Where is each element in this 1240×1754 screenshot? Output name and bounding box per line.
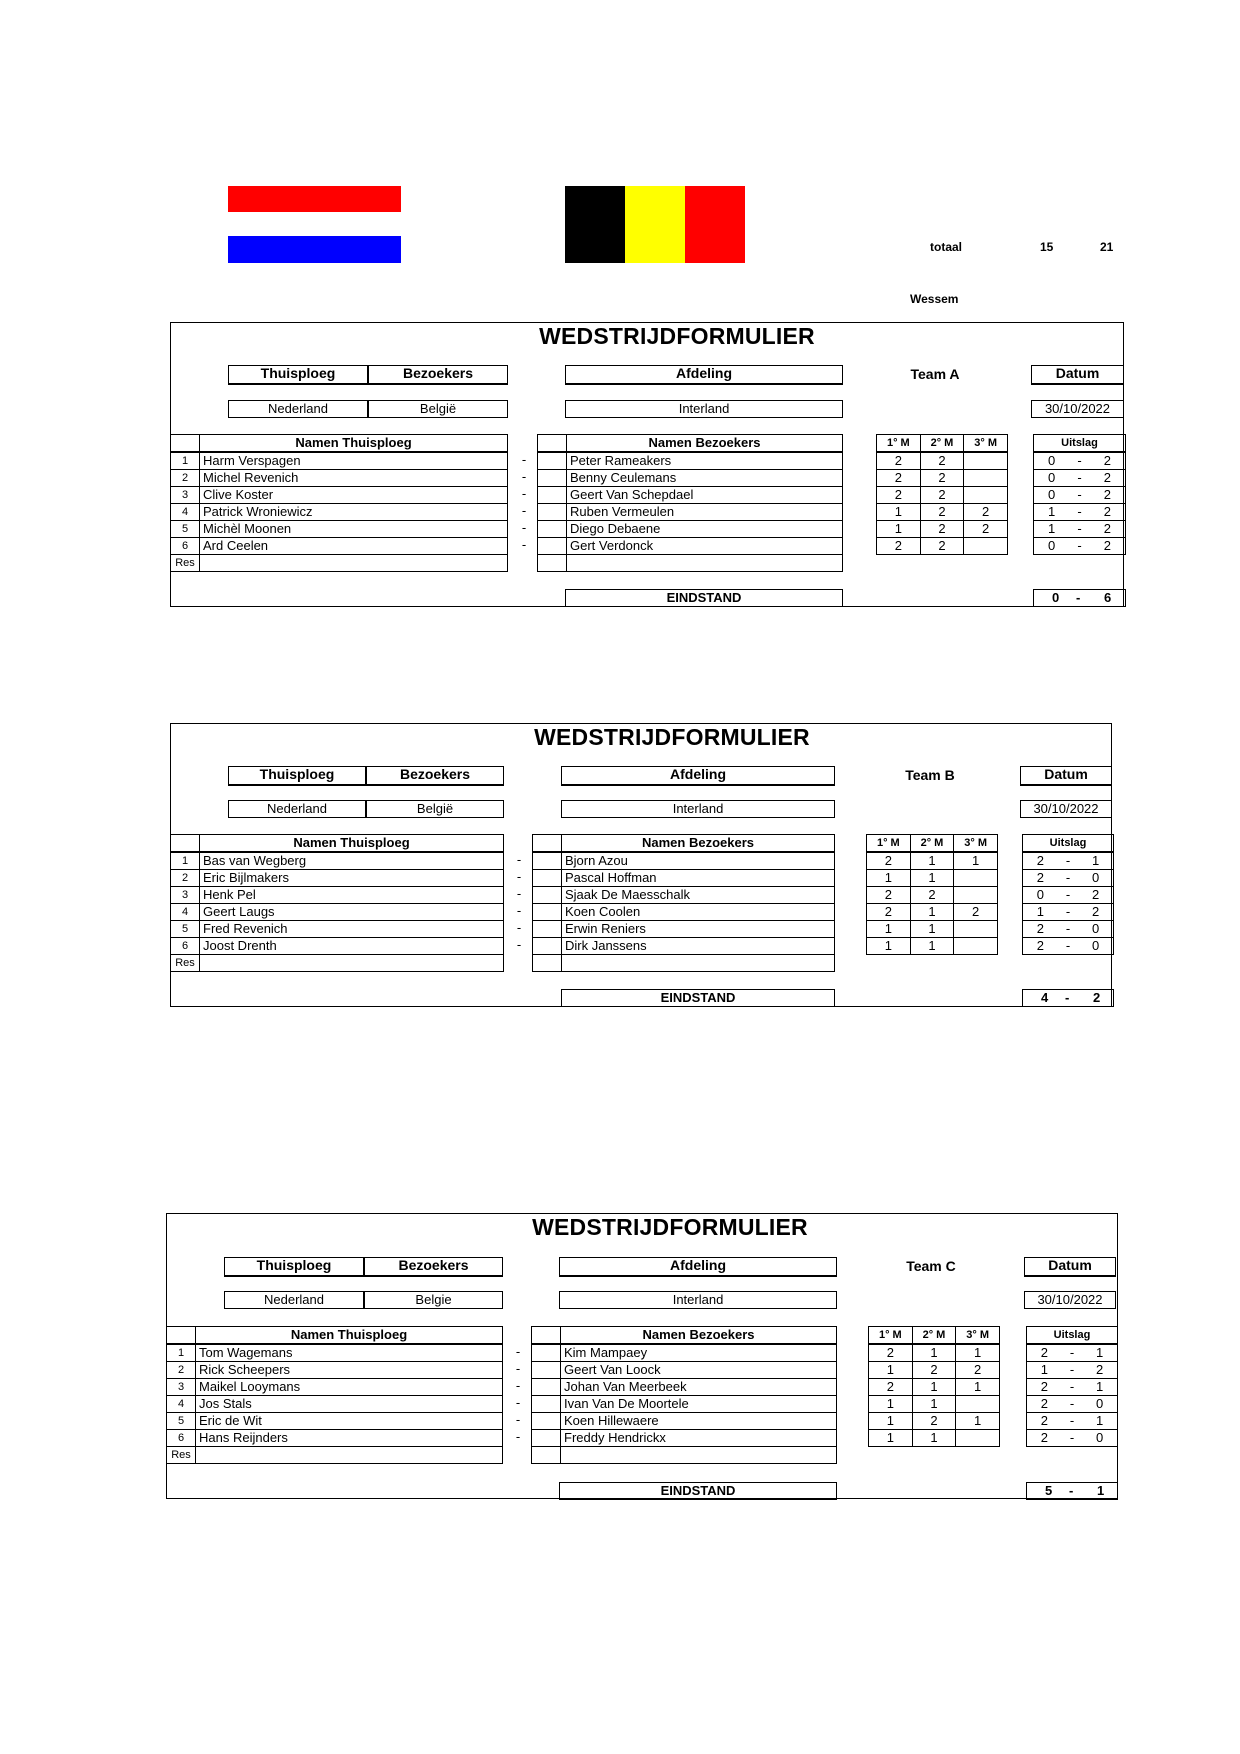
reserve-label: Res xyxy=(171,555,200,572)
row-number: 3 xyxy=(171,487,200,504)
eindstand-label: EINDSTAND xyxy=(565,589,843,607)
m1-score: 2 xyxy=(867,904,911,921)
totaal-label: totaal xyxy=(930,240,963,254)
m1-score: 1 xyxy=(869,1430,913,1447)
match-scores-table xyxy=(876,434,1008,555)
m3-score xyxy=(954,870,998,887)
row-number: 4 xyxy=(171,504,200,521)
away-blank-header xyxy=(533,835,562,853)
m3-score: 2 xyxy=(964,521,1008,538)
m1-score: 2 xyxy=(877,538,921,555)
uitslag-away: 2 xyxy=(1090,487,1126,504)
away-player-name: Koen Coolen xyxy=(562,904,835,921)
eindstand-label: EINDSTAND xyxy=(559,1482,837,1500)
uitslag-home: 0 xyxy=(1023,887,1058,904)
eindstand-home: 5 xyxy=(1045,1483,1053,1498)
eindstand-home: 4 xyxy=(1041,990,1049,1005)
home-player-name: Joost Drenth xyxy=(200,938,504,955)
separator: - xyxy=(521,469,527,484)
datum-value: 30/10/2022 xyxy=(1024,1291,1116,1309)
reserve-label: Res xyxy=(167,1447,196,1464)
row-number: 2 xyxy=(171,470,200,487)
thuisploeg-header: Thuisploeg xyxy=(224,1257,364,1277)
away-player-name: Dirk Janssens xyxy=(562,938,835,955)
separator: - xyxy=(521,452,527,467)
thuisploeg-header: Thuisploeg xyxy=(228,766,366,786)
uitslag-away: 2 xyxy=(1078,887,1113,904)
row-number: 5 xyxy=(171,521,200,538)
uitslag-away: 2 xyxy=(1082,1362,1117,1379)
m1-score: 1 xyxy=(869,1362,913,1379)
m3-score: 1 xyxy=(956,1344,1000,1362)
namen-thuisploeg-header: Namen Thuisploeg xyxy=(196,1327,503,1345)
uitslag-home: 1 xyxy=(1023,904,1058,921)
away-player-name: Johan Van Meerbeek xyxy=(561,1379,837,1396)
m1-score: 2 xyxy=(869,1344,913,1362)
away-country: Belgie xyxy=(364,1291,503,1309)
eindstand-home: 0 xyxy=(1052,590,1060,605)
uitslag-sep: - xyxy=(1058,887,1078,904)
datum-header: Datum xyxy=(1020,766,1112,786)
afdeling-value: Interland xyxy=(565,400,843,418)
afdeling-value: Interland xyxy=(561,800,835,818)
reserve-label: Res xyxy=(171,955,200,972)
m1-score: 2 xyxy=(867,887,911,904)
bezoekers-header: Bezoekers xyxy=(366,766,504,786)
separator: - xyxy=(515,1361,521,1376)
uitslag-away: 0 xyxy=(1078,921,1113,938)
rownum-header xyxy=(171,435,200,453)
m3-score: 2 xyxy=(964,504,1008,521)
eindstand-sep: - xyxy=(1069,1483,1074,1498)
separator: - xyxy=(516,869,522,884)
uitslag-sep: - xyxy=(1069,521,1090,538)
m3-score xyxy=(964,470,1008,487)
rownum-header xyxy=(171,835,200,853)
m3-score xyxy=(956,1430,1000,1447)
uitslag-header: Uitslag xyxy=(1034,435,1126,453)
m1-score: 2 xyxy=(877,487,921,504)
uitslag-away: 0 xyxy=(1082,1430,1117,1447)
reserve-home xyxy=(200,555,508,572)
separator: - xyxy=(521,503,527,518)
uitslag-home: 2 xyxy=(1027,1430,1062,1447)
uitslag-away: 2 xyxy=(1090,470,1126,487)
home-player-name: Jos Stals xyxy=(196,1396,503,1413)
away-player-name: Peter Rameakers xyxy=(567,452,843,470)
uitslag-home: 2 xyxy=(1027,1379,1062,1396)
home-country: Nederland xyxy=(228,800,366,818)
away-player-name: Kim Mampaey xyxy=(561,1344,837,1362)
m2-score: 1 xyxy=(910,938,954,955)
uitslag-away: 1 xyxy=(1082,1413,1117,1430)
away-player-name: Pascal Hoffman xyxy=(562,870,835,887)
separator: - xyxy=(516,886,522,901)
m1-score: 1 xyxy=(867,938,911,955)
m1-score: 2 xyxy=(877,452,921,470)
m3-score: 1 xyxy=(954,852,998,870)
m2-score: 2 xyxy=(920,470,964,487)
row-number: 3 xyxy=(167,1379,196,1396)
separator: - xyxy=(516,903,522,918)
uitslag-home: 2 xyxy=(1023,921,1058,938)
uitslag-sep: - xyxy=(1058,921,1078,938)
uitslag-away: 2 xyxy=(1078,904,1113,921)
m3-header: 3° M xyxy=(956,1327,1000,1345)
bezoekers-header: Bezoekers xyxy=(364,1257,503,1277)
home-player-name: Ard Ceelen xyxy=(200,538,508,555)
uitslag-sep: - xyxy=(1062,1413,1082,1430)
team-label: Team A xyxy=(910,366,960,382)
home-player-name: Hans Reijnders xyxy=(196,1430,503,1447)
uitslag-away: 1 xyxy=(1078,852,1113,870)
m3-header: 3° M xyxy=(964,435,1008,453)
away-player-name: Diego Debaene xyxy=(567,521,843,538)
m3-score xyxy=(954,921,998,938)
uitslag-home: 1 xyxy=(1034,521,1070,538)
reserve-away xyxy=(567,555,843,572)
away-player-name: Geert Van Loock xyxy=(561,1362,837,1379)
uitslag-away: 0 xyxy=(1078,938,1113,955)
m3-score xyxy=(956,1396,1000,1413)
form-title: WEDSTRIJDFORMULIER xyxy=(539,323,815,349)
eindstand-score xyxy=(1033,589,1126,607)
away-players-table xyxy=(531,1326,837,1464)
home-players-table xyxy=(170,434,508,572)
m2-score: 1 xyxy=(912,1379,956,1396)
form-title: WEDSTRIJDFORMULIER xyxy=(532,1214,808,1240)
form-title: WEDSTRIJDFORMULIER xyxy=(534,724,810,750)
m1-score: 1 xyxy=(867,921,911,938)
separator: - xyxy=(521,486,527,501)
m2-score: 1 xyxy=(910,904,954,921)
rownum-header xyxy=(167,1327,196,1345)
away-player-name: Ivan Van De Moortele xyxy=(561,1396,837,1413)
m2-score: 1 xyxy=(912,1430,956,1447)
uitslag-sep: - xyxy=(1062,1396,1082,1413)
away-country: België xyxy=(368,400,508,418)
separator: - xyxy=(515,1378,521,1393)
uitslag-sep: - xyxy=(1069,487,1090,504)
home-player-name: Michèl Moonen xyxy=(200,521,508,538)
separator: - xyxy=(515,1429,521,1444)
m3-score: 2 xyxy=(954,904,998,921)
namen-bezoekers-header: Namen Bezoekers xyxy=(567,435,843,453)
uitslag-sep: - xyxy=(1062,1379,1082,1396)
eindstand-away: 6 xyxy=(1104,590,1112,605)
m2-score: 2 xyxy=(912,1413,956,1430)
away-player-name: Koen Hillewaere xyxy=(561,1413,837,1430)
m1-score: 2 xyxy=(877,470,921,487)
uitslag-sep: - xyxy=(1069,504,1090,521)
namen-bezoekers-header: Namen Bezoekers xyxy=(562,835,835,853)
home-player-name: Eric Bijlmakers xyxy=(200,870,504,887)
m1-header: 1° M xyxy=(877,435,921,453)
separator: - xyxy=(516,920,522,935)
m2-score: 1 xyxy=(910,870,954,887)
m3-score: 1 xyxy=(956,1379,1000,1396)
away-player-name: Sjaak De Maesschalk xyxy=(562,887,835,904)
uitslag-away: 0 xyxy=(1078,870,1113,887)
m2-score: 2 xyxy=(912,1362,956,1379)
uitslag-sep: - xyxy=(1069,470,1090,487)
afdeling-header: Afdeling xyxy=(559,1257,837,1277)
reserve-home xyxy=(200,955,504,972)
home-players-table xyxy=(170,834,504,972)
uitslag-home: 2 xyxy=(1027,1413,1062,1430)
uitslag-home: 2 xyxy=(1023,938,1058,955)
uitslag-home: 1 xyxy=(1027,1362,1062,1379)
eindstand-score xyxy=(1022,989,1114,1007)
m1-score: 1 xyxy=(869,1413,913,1430)
home-player-name: Harm Verspagen xyxy=(200,452,508,470)
m3-score xyxy=(964,452,1008,470)
uitslag-away: 1 xyxy=(1082,1344,1117,1362)
m2-score: 1 xyxy=(912,1396,956,1413)
home-player-name: Maikel Looymans xyxy=(196,1379,503,1396)
namen-bezoekers-header: Namen Bezoekers xyxy=(561,1327,837,1345)
separator: - xyxy=(516,937,522,952)
uitslag-home: 0 xyxy=(1034,452,1070,470)
uitslag-table xyxy=(1022,834,1114,955)
m1-score: 2 xyxy=(867,852,911,870)
uitslag-sep: - xyxy=(1058,870,1078,887)
uitslag-away: 2 xyxy=(1090,538,1126,555)
home-player-name: Geert Laugs xyxy=(200,904,504,921)
bezoekers-header: Bezoekers xyxy=(368,365,508,385)
home-player-name: Tom Wagemans xyxy=(196,1344,503,1362)
thuisploeg-header: Thuisploeg xyxy=(228,365,368,385)
away-player-name: Erwin Reniers xyxy=(562,921,835,938)
away-country: België xyxy=(366,800,504,818)
away-player-name: Benny Ceulemans xyxy=(567,470,843,487)
uitslag-home: 2 xyxy=(1027,1396,1062,1413)
datum-header: Datum xyxy=(1024,1257,1116,1277)
m1-score: 1 xyxy=(877,521,921,538)
away-players-table xyxy=(537,434,843,572)
eindstand-score xyxy=(1026,1482,1118,1500)
afdeling-header: Afdeling xyxy=(561,766,835,786)
m1-score: 1 xyxy=(869,1396,913,1413)
row-number: 3 xyxy=(171,887,200,904)
m3-score xyxy=(964,487,1008,504)
m1-score: 1 xyxy=(867,870,911,887)
m3-score: 2 xyxy=(956,1362,1000,1379)
eindstand-away: 2 xyxy=(1093,990,1101,1005)
uitslag-table xyxy=(1033,434,1126,555)
row-number: 6 xyxy=(171,538,200,555)
row-number: 4 xyxy=(167,1396,196,1413)
m1-header: 1° M xyxy=(867,835,911,853)
uitslag-sep: - xyxy=(1058,938,1078,955)
m2-score: 1 xyxy=(910,852,954,870)
m2-score: 2 xyxy=(910,887,954,904)
location-label: Wessem xyxy=(910,292,959,306)
home-country: Nederland xyxy=(228,400,368,418)
away-blank-header xyxy=(532,1327,561,1345)
home-player-name: Fred Revenich xyxy=(200,921,504,938)
m1-score: 1 xyxy=(877,504,921,521)
away-player-name: Bjorn Azou xyxy=(562,852,835,870)
m3-header: 3° M xyxy=(954,835,998,853)
m3-score: 1 xyxy=(956,1413,1000,1430)
m2-score: 1 xyxy=(910,921,954,938)
m2-header: 2° M xyxy=(920,435,964,453)
m3-score xyxy=(954,887,998,904)
home-player-name: Henk Pel xyxy=(200,887,504,904)
home-player-name: Michel Revenich xyxy=(200,470,508,487)
row-number: 2 xyxy=(171,870,200,887)
m2-header: 2° M xyxy=(912,1327,956,1345)
m1-header: 1° M xyxy=(869,1327,913,1345)
separator: - xyxy=(521,520,527,535)
home-player-name: Patrick Wroniewicz xyxy=(200,504,508,521)
m2-header: 2° M xyxy=(910,835,954,853)
home-players-table xyxy=(166,1326,503,1464)
eindstand-sep: - xyxy=(1065,990,1070,1005)
reserve-home xyxy=(196,1447,503,1464)
away-player-name: Ruben Vermeulen xyxy=(567,504,843,521)
home-player-name: Clive Koster xyxy=(200,487,508,504)
home-player-name: Bas van Wegberg xyxy=(200,852,504,870)
uitslag-sep: - xyxy=(1058,852,1078,870)
uitslag-sep: - xyxy=(1062,1362,1082,1379)
namen-thuisploeg-header: Namen Thuisploeg xyxy=(200,435,508,453)
row-number: 5 xyxy=(171,921,200,938)
uitslag-sep: - xyxy=(1058,904,1078,921)
totaal-home: 15 xyxy=(1040,240,1054,254)
row-number: 5 xyxy=(167,1413,196,1430)
row-number: 6 xyxy=(167,1430,196,1447)
uitslag-away: 2 xyxy=(1090,452,1126,470)
row-number: 1 xyxy=(167,1344,196,1362)
uitslag-away: 2 xyxy=(1090,504,1126,521)
uitslag-home: 1 xyxy=(1034,504,1070,521)
row-number: 6 xyxy=(171,938,200,955)
m2-score: 2 xyxy=(920,521,964,538)
uitslag-sep: - xyxy=(1062,1344,1082,1362)
m3-score xyxy=(954,938,998,955)
row-number: 1 xyxy=(171,452,200,470)
uitslag-home: 2 xyxy=(1027,1344,1062,1362)
datum-header: Datum xyxy=(1031,365,1124,385)
match-scores-table xyxy=(868,1326,1000,1447)
team-label: Team C xyxy=(906,1258,956,1274)
uitslag-home: 2 xyxy=(1023,870,1058,887)
uitslag-sep: - xyxy=(1062,1430,1082,1447)
m2-score: 1 xyxy=(912,1344,956,1362)
uitslag-header: Uitslag xyxy=(1023,835,1114,853)
uitslag-away: 1 xyxy=(1082,1379,1117,1396)
separator: - xyxy=(521,537,527,552)
afdeling-value: Interland xyxy=(559,1291,837,1309)
reserve-away xyxy=(562,955,835,972)
separator: - xyxy=(515,1344,521,1359)
row-number: 2 xyxy=(167,1362,196,1379)
uitslag-home: 0 xyxy=(1034,487,1070,504)
uitslag-header: Uitslag xyxy=(1027,1327,1118,1345)
away-player-name: Freddy Hendrickx xyxy=(561,1430,837,1447)
uitslag-away: 0 xyxy=(1082,1396,1117,1413)
away-players-table xyxy=(532,834,835,972)
m2-score: 2 xyxy=(920,504,964,521)
uitslag-table xyxy=(1026,1326,1118,1447)
eindstand-away: 1 xyxy=(1097,1483,1105,1498)
uitslag-home: 0 xyxy=(1034,538,1070,555)
eindstand-label: EINDSTAND xyxy=(561,989,835,1007)
separator: - xyxy=(515,1412,521,1427)
m2-score: 2 xyxy=(920,452,964,470)
home-player-name: Rick Scheepers xyxy=(196,1362,503,1379)
reserve-away xyxy=(561,1447,837,1464)
away-blank-header xyxy=(538,435,567,453)
match-scores-table xyxy=(866,834,998,955)
m2-score: 2 xyxy=(920,538,964,555)
datum-value: 30/10/2022 xyxy=(1020,800,1112,818)
separator: - xyxy=(516,852,522,867)
namen-thuisploeg-header: Namen Thuisploeg xyxy=(200,835,504,853)
home-player-name: Eric de Wit xyxy=(196,1413,503,1430)
uitslag-home: 2 xyxy=(1023,852,1058,870)
row-number: 4 xyxy=(171,904,200,921)
uitslag-away: 2 xyxy=(1090,521,1126,538)
m1-score: 2 xyxy=(869,1379,913,1396)
away-player-name: Gert Verdonck xyxy=(567,538,843,555)
datum-value: 30/10/2022 xyxy=(1031,400,1124,418)
home-country: Nederland xyxy=(224,1291,364,1309)
uitslag-sep: - xyxy=(1069,452,1090,470)
team-label: Team B xyxy=(905,767,955,783)
row-number: 1 xyxy=(171,852,200,870)
eindstand-sep: - xyxy=(1076,590,1081,605)
uitslag-sep: - xyxy=(1069,538,1090,555)
totaal-away: 21 xyxy=(1100,240,1114,254)
m3-score xyxy=(964,538,1008,555)
away-player-name: Geert Van Schepdael xyxy=(567,487,843,504)
m2-score: 2 xyxy=(920,487,964,504)
uitslag-home: 0 xyxy=(1034,470,1070,487)
separator: - xyxy=(515,1395,521,1410)
afdeling-header: Afdeling xyxy=(565,365,843,385)
